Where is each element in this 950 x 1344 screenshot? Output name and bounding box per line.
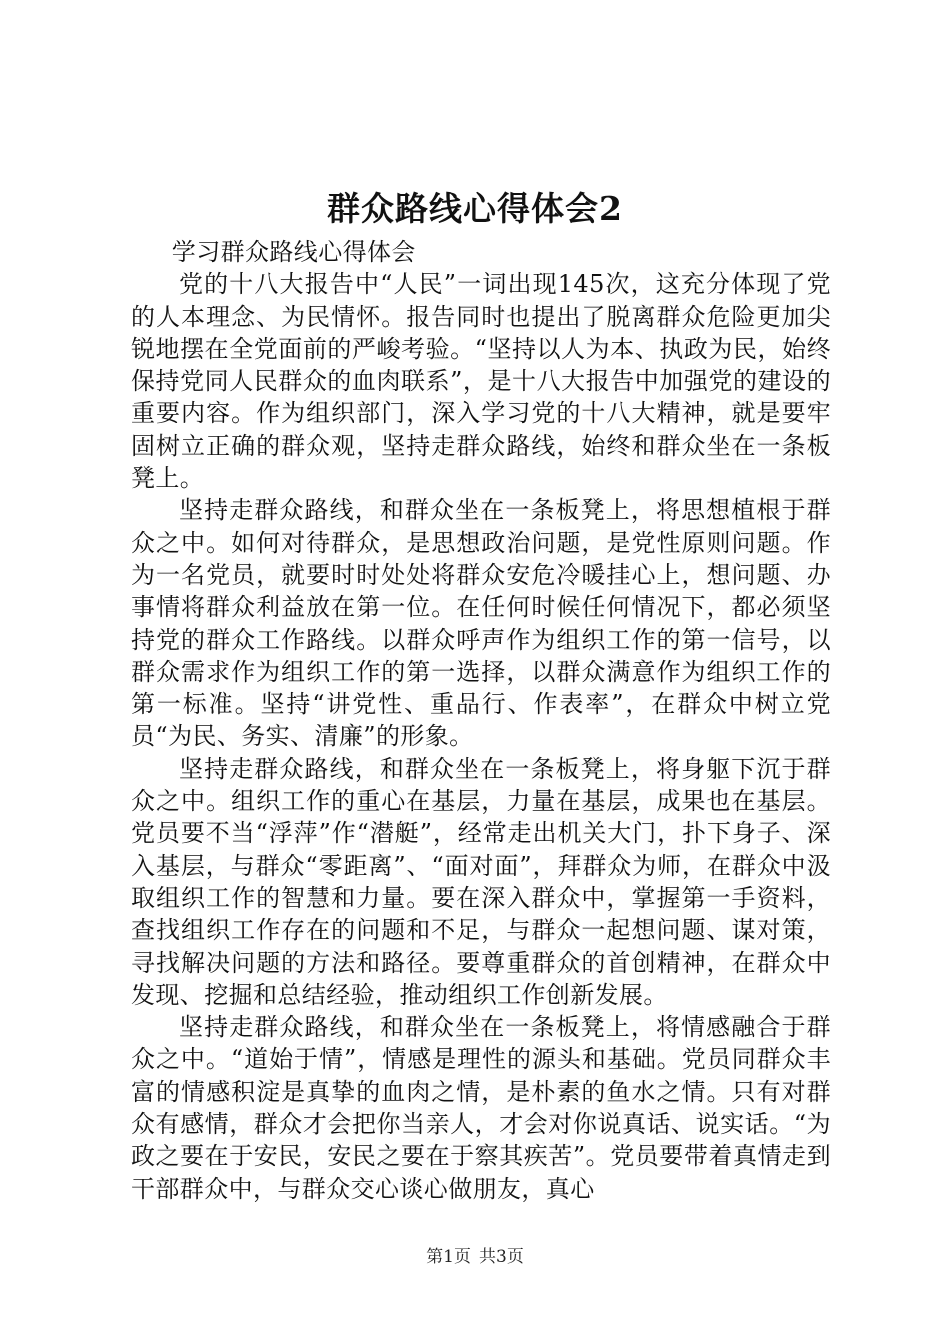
paragraph: 坚持走群众路线，和群众坐在一条板凳上，将思想植根于群众之中。如何对待群众，是思想政治问题，是党性原则问题。作为一名党员，就要时时处处将群众安危冷暖挂心上，想问题、办事情将群众利益放在第一位。在任何时候任何情况下，都必须坚持党的群众工作路线。以群众呼声作为组织工作的第一信号，以群众需求作为组织工作的第一选择，以群众满意作为组织工作的第一标准。坚持“讲党性、重品行、作表率”，在群众中树立党员“为民、务实、清廉”的形象。 xyxy=(131,496,831,751)
page-total: 共3页 xyxy=(479,1247,524,1267)
page-number: 第1页 xyxy=(426,1247,471,1267)
document-subtitle: 学习群众路线心得体会 xyxy=(171,238,416,266)
paragraph: 坚持走群众路线，和群众坐在一条板凳上，将情感融合于群众之中。“道始于情”，情感是理性的源头和基础。党员同群众丰富的情感积淀是真挚的血肉之情，是朴素的鱼水之情。只有对群众有感情，群众才会把你当亲人，才会对你说真话、说实话。“为政之要在于安民，安民之要在于察其疾苦”。党员要带着真情走到干部群众中，与群众交心谈心做朋友，真心 xyxy=(131,1013,831,1203)
document-body xyxy=(131,236,831,1205)
paragraph: 党的十八大报告中“人民”一词出现145次，这充分体现了党的人本理念、为民情怀。报告同时也提出了脱离群众危险更加尖锐地摆在全党面前的严峻考验。“坚持以人为本、执政为民，始终保持党同人民群众的血肉联系”，是十八大报告中加强党的建设的重要内容。作为组织部门，深入学习党的十八大精神，就是要牢固树立正确的群众观，坚持走群众路线，始终和群众坐在一条板凳上。 xyxy=(131,270,831,493)
paragraph: 坚持走群众路线，和群众坐在一条板凳上，将身躯下沉于群众之中。组织工作的重心在基层，力量在基层，成果也在基层。党员要不当“浮萍”作“潜艇”，经常走出机关大门，扑下身子、深入基层，与群众“零距离”、“面对面”，拜群众为师，在群众中汲取组织工作的智慧和力量。要在深入群众中，掌握第一手资料，查找组织工作存在的问题和不足，与群众一起想问题、谋对策，寻找解决问题的方法和路径。要尊重群众的首创精神，在群众中发现、挖掘和总结经验，推动组织工作创新发展。 xyxy=(131,754,831,1009)
document-title: 群众路线心得体会2 xyxy=(327,189,623,228)
page-footer xyxy=(0,1245,950,1269)
